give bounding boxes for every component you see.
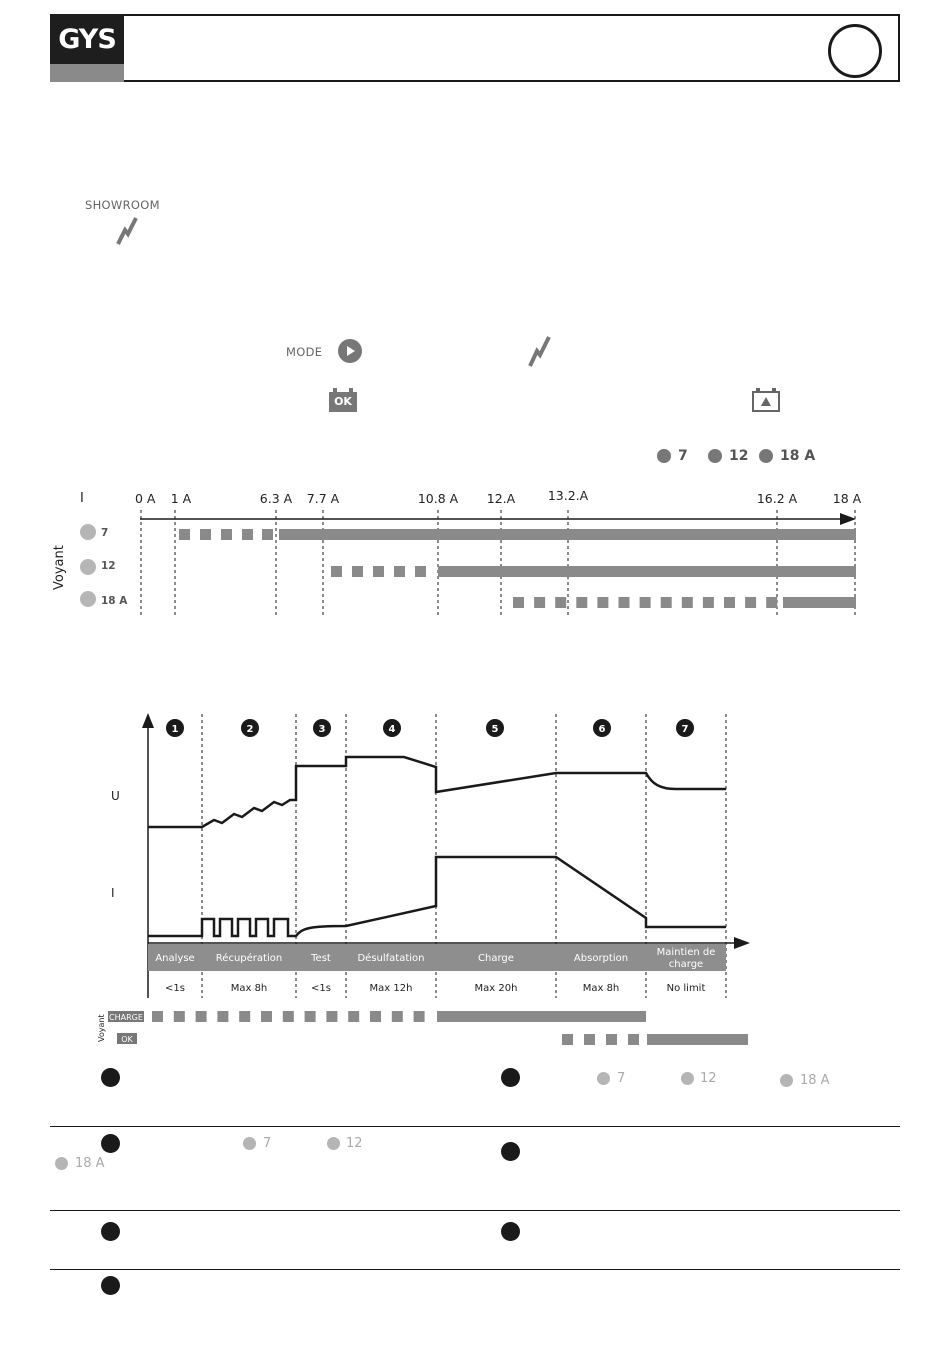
step-number: 6 bbox=[598, 724, 606, 735]
mode-play-icon bbox=[337, 338, 363, 364]
row-18-blink bbox=[745, 597, 756, 608]
current-axis-label: I bbox=[80, 491, 84, 506]
ok-led-blink bbox=[628, 1034, 639, 1045]
note-3-dot-7 bbox=[243, 1137, 256, 1150]
phase-duration: Max 20h bbox=[474, 983, 518, 994]
ok-led-blink bbox=[584, 1034, 595, 1045]
charge-led-blink bbox=[283, 1011, 294, 1022]
current-tick-label: 7.7 A bbox=[306, 491, 340, 506]
logo-bar bbox=[50, 64, 124, 82]
row-18-blink bbox=[513, 597, 524, 608]
row-12-blink bbox=[331, 566, 342, 577]
battery-warning-icon bbox=[752, 388, 780, 414]
row-18-blink bbox=[619, 597, 630, 608]
charge-led-blink bbox=[174, 1011, 185, 1022]
voltage-curve bbox=[148, 757, 726, 827]
phase-duration: <1s bbox=[311, 983, 331, 994]
divider-2 bbox=[50, 1210, 900, 1211]
current-tick-label: 16.2 A bbox=[756, 491, 798, 506]
row-18-blink bbox=[661, 597, 672, 608]
row-18-dot bbox=[80, 591, 96, 607]
note-7-bullet bbox=[101, 1276, 120, 1295]
current-tick-label: 12.A bbox=[486, 491, 516, 506]
step-number: 4 bbox=[388, 724, 396, 735]
charge-led-blink bbox=[196, 1011, 207, 1022]
row-7-solid bbox=[279, 529, 856, 540]
current-tick-label: 18 A bbox=[832, 491, 862, 506]
row-18-blink bbox=[576, 597, 587, 608]
row-12-blink bbox=[394, 566, 405, 577]
voyant-led-label: Voyant bbox=[97, 1014, 106, 1042]
phase-duration: Max 8h bbox=[230, 983, 268, 994]
phase-duration: No limit bbox=[666, 983, 706, 994]
indicator-18-label: 18 A bbox=[780, 448, 816, 464]
step-number: 7 bbox=[681, 724, 689, 735]
note-3-bullet bbox=[101, 1134, 120, 1153]
showroom-label: SHOWROOM bbox=[85, 198, 160, 212]
showroom-bolt-icon bbox=[114, 214, 142, 246]
step-number: 3 bbox=[318, 724, 326, 735]
indicator-12-dot bbox=[708, 449, 722, 463]
phase-name: charge bbox=[668, 959, 704, 970]
row-7-blink bbox=[262, 529, 273, 540]
indicator-18-dot bbox=[759, 449, 773, 463]
current-tick-label: 0 A bbox=[135, 491, 156, 506]
note-2-bullet bbox=[501, 1068, 520, 1087]
charge-led-blink bbox=[261, 1011, 272, 1022]
phase-name: Charge bbox=[478, 953, 514, 964]
note-2-dot-7 bbox=[597, 1072, 610, 1085]
language-circle bbox=[828, 24, 882, 78]
row-7-label: 7 bbox=[101, 527, 109, 539]
row-18-blink bbox=[682, 597, 693, 608]
row-18-blink bbox=[555, 597, 566, 608]
note-6-bullet bbox=[501, 1222, 520, 1241]
charge-led-blink bbox=[326, 1011, 337, 1022]
indicator-12-label: 12 bbox=[729, 448, 749, 464]
charge-led-blink bbox=[348, 1011, 359, 1022]
current-tick-label: 6.3 A bbox=[259, 491, 293, 506]
divider-3 bbox=[50, 1269, 900, 1270]
row-7-dot bbox=[80, 524, 96, 540]
logo-text: GYS bbox=[58, 24, 116, 55]
mode-label: MODE bbox=[286, 345, 323, 359]
y-axis-arrow bbox=[142, 713, 154, 728]
row-7-blink bbox=[200, 529, 211, 540]
note-3-lbl-7: 7 bbox=[263, 1136, 272, 1151]
phase-name: Test bbox=[311, 953, 331, 964]
row-12-blink bbox=[373, 566, 384, 577]
u-label: U bbox=[111, 789, 120, 803]
ok-led-blink bbox=[562, 1034, 573, 1045]
indicator-7-dot bbox=[657, 449, 671, 463]
current-tick-label: 13.2.A bbox=[547, 488, 589, 503]
charge-led-blink bbox=[414, 1011, 425, 1022]
current-axis-arrow bbox=[840, 513, 856, 525]
note-2-lbl-18: 18 A bbox=[800, 1073, 830, 1088]
row-7-blink bbox=[221, 529, 232, 540]
phase-duration: <1s bbox=[165, 983, 185, 994]
row-18-blink bbox=[724, 597, 735, 608]
charge-curve-chart bbox=[0, 700, 950, 1060]
charge-led-blink bbox=[392, 1011, 403, 1022]
phase-name: Maintien de bbox=[656, 947, 716, 958]
note-3-lbl-12: 12 bbox=[346, 1136, 363, 1151]
row-7-blink bbox=[179, 529, 190, 540]
charge-led-blink bbox=[305, 1011, 316, 1022]
bolt-icon bbox=[526, 334, 554, 368]
led-ok-label: OK bbox=[121, 1035, 133, 1044]
current-tick-label: 1 A bbox=[170, 491, 192, 506]
row-18-blink bbox=[534, 597, 545, 608]
phase-duration: Max 8h bbox=[582, 983, 620, 994]
phase-name: Absorption bbox=[573, 953, 629, 964]
charge-led-solid bbox=[437, 1011, 646, 1022]
divider-1 bbox=[50, 1126, 900, 1127]
note-4-bullet bbox=[501, 1142, 520, 1161]
note-2-dot-12 bbox=[681, 1072, 694, 1085]
charge-led-blink bbox=[370, 1011, 381, 1022]
row-12-blink bbox=[415, 566, 426, 577]
phase-name: Récupération bbox=[215, 953, 283, 964]
ok-led-solid bbox=[647, 1034, 748, 1045]
note-3-dot-12 bbox=[327, 1137, 340, 1150]
note-1-bullet bbox=[101, 1068, 120, 1087]
row-12-blink bbox=[352, 566, 363, 577]
phase-duration: Max 12h bbox=[369, 983, 413, 994]
led-charge-label: CHARGE bbox=[109, 1013, 143, 1022]
charge-led-blink bbox=[217, 1011, 228, 1022]
row-7-blink bbox=[242, 529, 253, 540]
step-number: 1 bbox=[171, 724, 179, 735]
note-2-lbl-12: 12 bbox=[700, 1071, 717, 1086]
x-axis-arrow bbox=[734, 937, 750, 949]
note-2-dot-18 bbox=[780, 1074, 793, 1087]
note-3-dot-18 bbox=[55, 1157, 68, 1170]
current-indicator-chart bbox=[0, 480, 950, 640]
note-3-lbl-18: 18 A bbox=[75, 1156, 105, 1171]
row-12-solid bbox=[438, 566, 856, 577]
ok-led-blink bbox=[606, 1034, 617, 1045]
battery-ok-label: OK bbox=[334, 395, 352, 408]
row-18-blink bbox=[703, 597, 714, 608]
step-number: 5 bbox=[491, 724, 499, 735]
phase-name: Désulfatation bbox=[357, 953, 425, 964]
header-frame bbox=[50, 14, 900, 82]
charge-led-blink bbox=[239, 1011, 250, 1022]
voyant-side-label: Voyant bbox=[52, 545, 67, 590]
note-5-bullet bbox=[101, 1222, 120, 1241]
current-tick-label: 10.8 A bbox=[417, 491, 459, 506]
charge-led-blink bbox=[152, 1011, 163, 1022]
row-18-blink bbox=[597, 597, 608, 608]
row-18-blink bbox=[640, 597, 651, 608]
phase-name: Analyse bbox=[155, 953, 195, 964]
row-18-solid bbox=[783, 597, 856, 608]
current-curve bbox=[148, 857, 726, 936]
step-number: 2 bbox=[246, 724, 254, 735]
row-12-label: 12 bbox=[101, 560, 116, 572]
row-18-blink bbox=[766, 597, 777, 608]
note-2-lbl-7: 7 bbox=[617, 1071, 626, 1086]
i-label: I bbox=[111, 886, 115, 900]
indicator-7-label: 7 bbox=[678, 448, 688, 464]
row-12-dot bbox=[80, 559, 96, 575]
row-18-label: 18 A bbox=[101, 595, 128, 607]
